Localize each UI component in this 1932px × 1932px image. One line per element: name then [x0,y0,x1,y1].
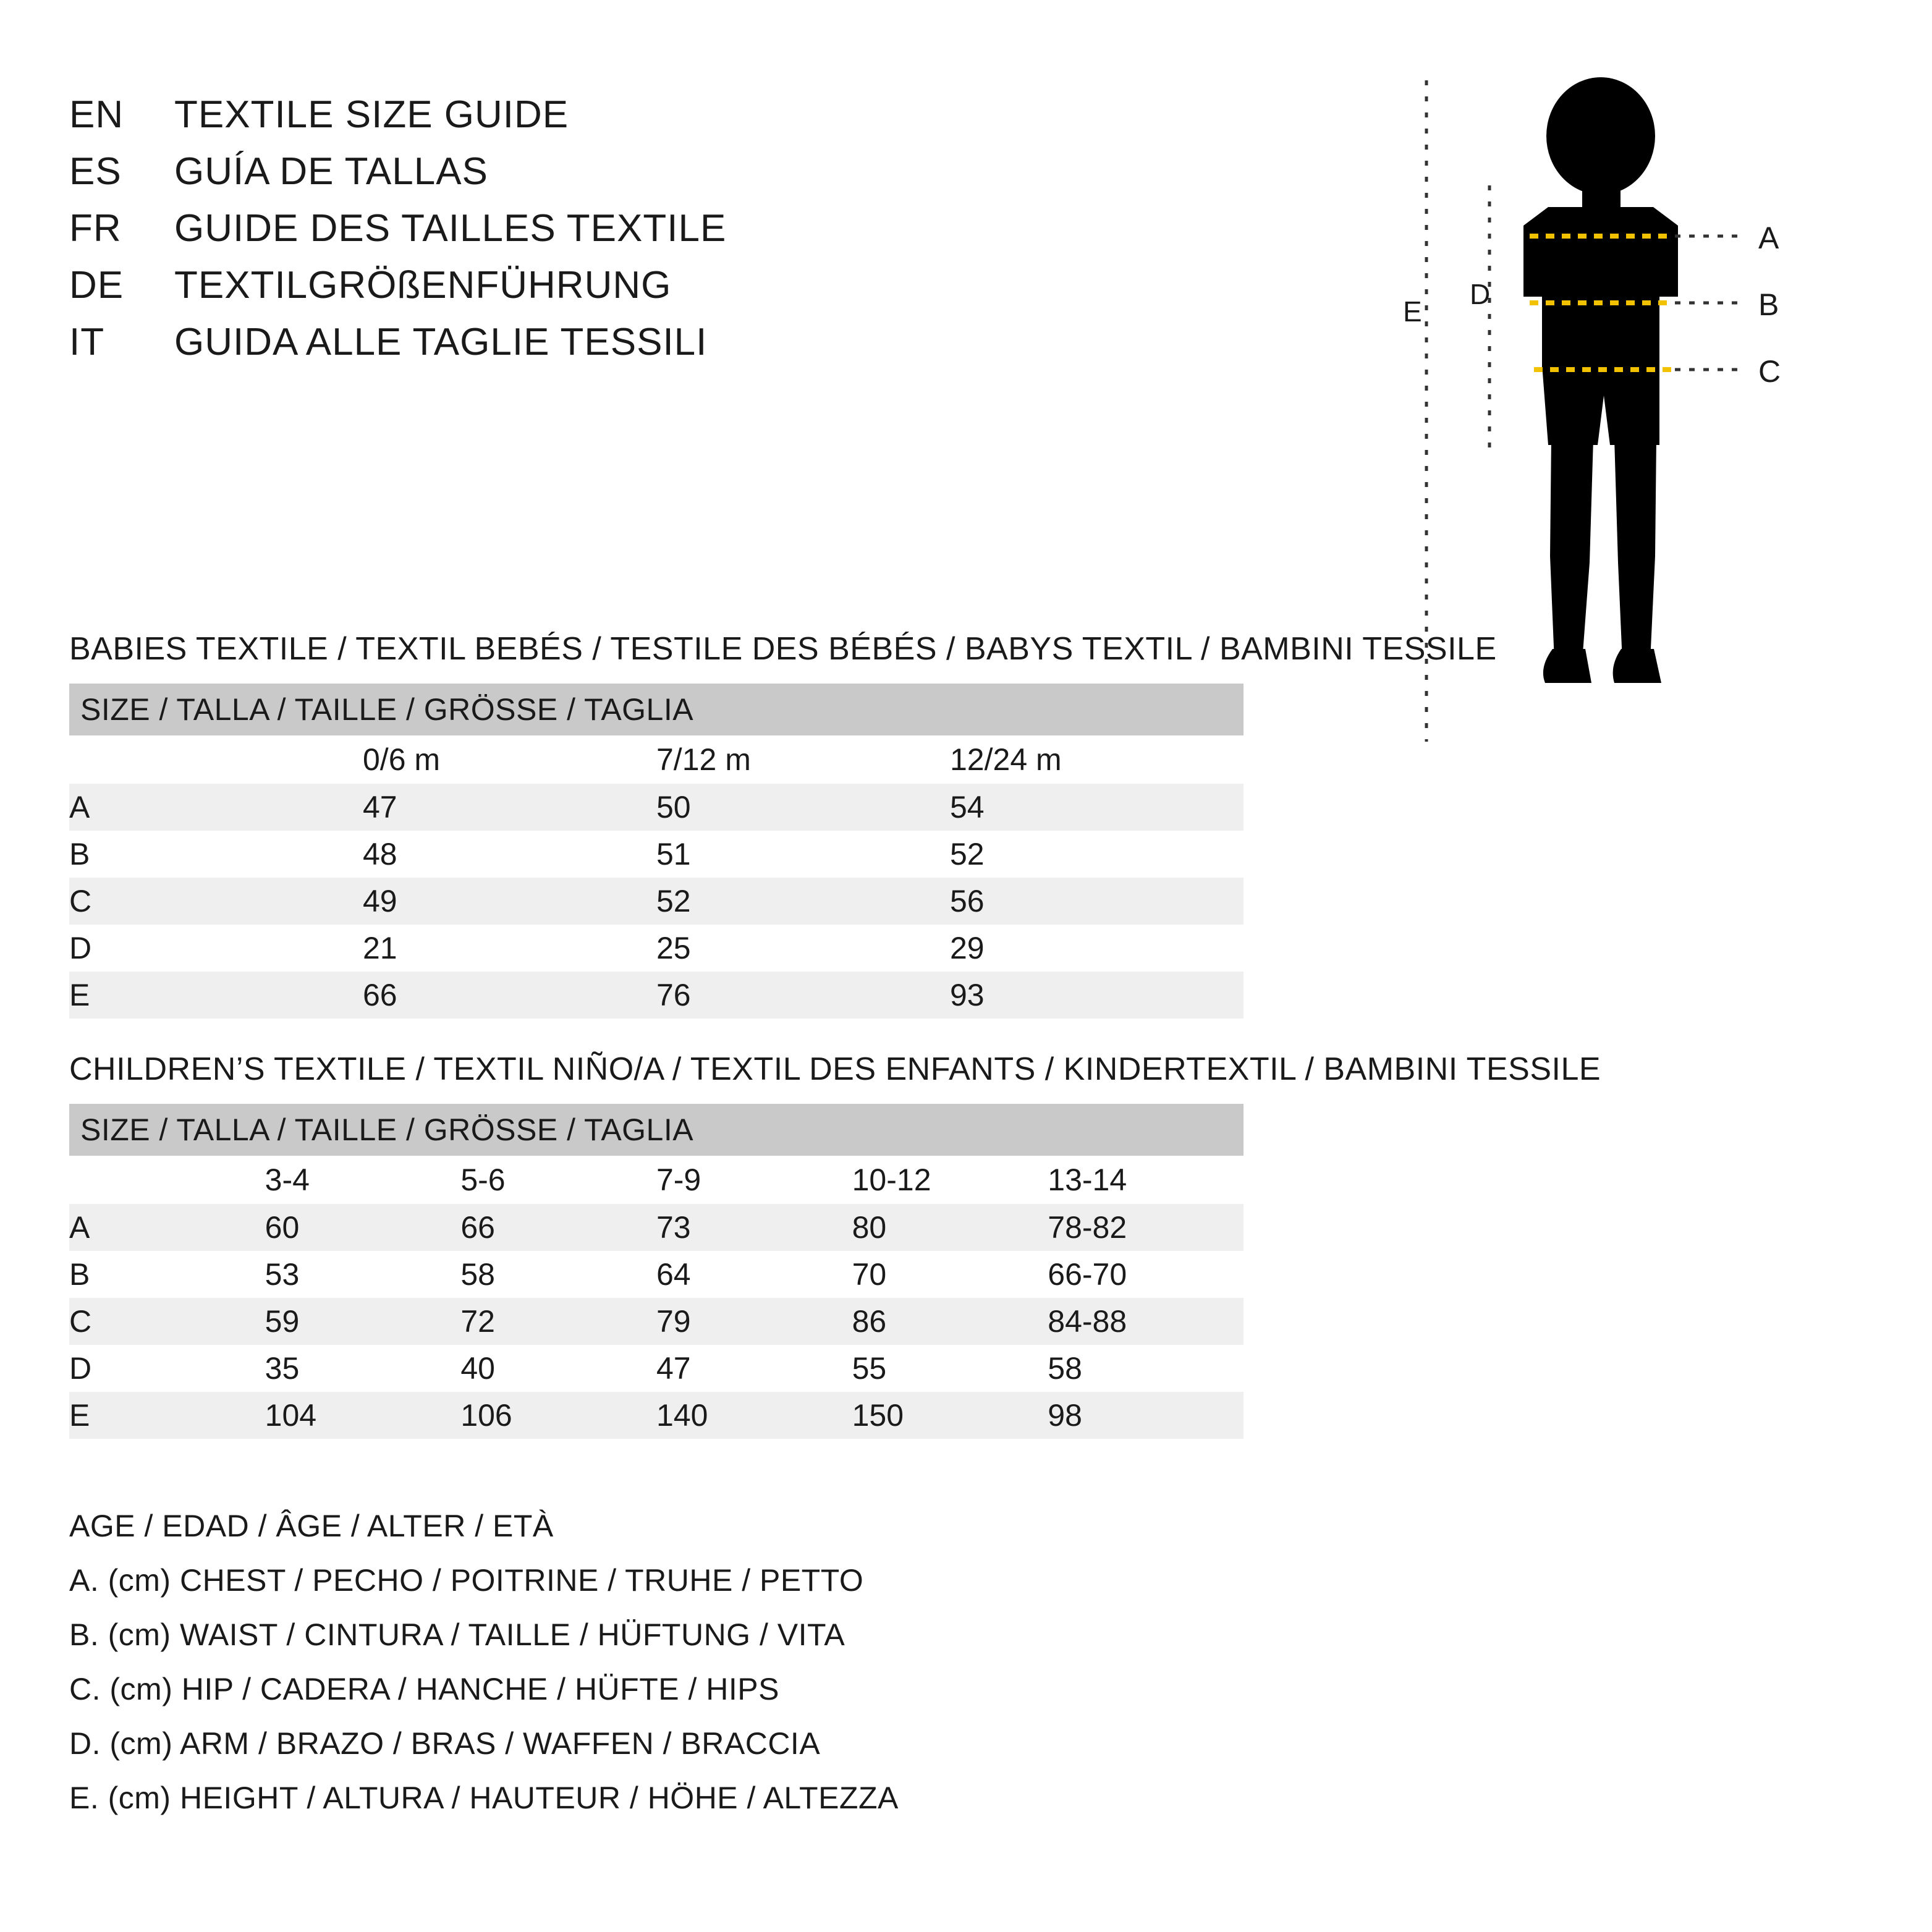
row-label: A [69,784,363,831]
children-section [69,1051,1601,1439]
cell-value: 64 [656,1251,852,1298]
babies-column-2: 12/24 m [950,735,1244,784]
cell-value: 106 [460,1392,656,1439]
language-title: GUÍA DE TALLAS [174,150,488,193]
cell-value: 55 [852,1345,1048,1392]
children-column-0: 3-4 [265,1156,461,1204]
table-columns-row [69,735,1244,784]
silhouette-head [1546,77,1655,195]
babies-table-header: SIZE / TALLA / TAILLE / GRÖSSE / TAGLIA [69,684,1244,735]
row-label: C [69,1298,265,1345]
cell-value: 70 [852,1251,1048,1298]
cell-value: 73 [656,1204,852,1251]
children-column-1: 5-6 [460,1156,656,1204]
cell-value: 25 [656,925,950,972]
cell-value: 58 [460,1251,656,1298]
table-row [69,831,1244,878]
language-title: TEXTILE SIZE GUIDE [174,93,569,136]
cell-value: 80 [852,1204,1048,1251]
cell-value: 60 [265,1204,461,1251]
table-row [69,1298,1244,1345]
cell-value: 86 [852,1298,1048,1345]
language-code: IT [69,321,105,363]
cell-value: 66 [363,972,656,1019]
legend-section [69,1508,1429,1834]
legend-item-waist: B. (cm) WAIST / CINTURA / TAILLE / HÜFTUNG / VITA [69,1617,845,1652]
cell-value: 52 [656,878,950,925]
cell-value: 76 [656,972,950,1019]
language-row [69,150,1244,206]
cell-value: 29 [950,925,1244,972]
language-row [69,206,1244,263]
table-row [69,925,1244,972]
babies-size-table [69,684,1244,1019]
silhouette-foot-left [1543,649,1591,683]
cell-value: 40 [460,1345,656,1392]
cell-value: 59 [265,1298,461,1345]
cell-value: 58 [1048,1345,1244,1392]
cell-value: 49 [363,878,656,925]
silhouette-neck [1582,182,1621,210]
language-title: GUIDA ALLE TAGLIE TESSILI [174,321,708,363]
silhouette-leg-right [1614,439,1656,661]
cell-value: 48 [363,831,656,878]
babies-column-1: 7/12 m [656,735,950,784]
children-column-2: 7-9 [656,1156,852,1204]
table-row [69,784,1244,831]
cell-value: 56 [950,878,1244,925]
language-code: FR [69,207,122,250]
figure-label-c: C [1758,354,1781,389]
table-columns-row [69,1156,1244,1204]
cell-value: 52 [950,831,1244,878]
row-label: C [69,878,363,925]
babies-section-title: BABIES TEXTILE / TEXTIL BEBÉS / TESTILE DES BÉBÉS / BABYS TEXTIL / BAMBINI TESSILE [69,631,1497,667]
cell-value: 47 [656,1345,852,1392]
table-row [69,878,1244,925]
row-label: B [69,1251,265,1298]
language-code: EN [69,93,124,136]
language-row [69,320,1244,377]
language-row [69,263,1244,320]
table-header-row [69,1104,1244,1156]
cell-value: 140 [656,1392,852,1439]
cell-value: 93 [950,972,1244,1019]
table-row [69,1345,1244,1392]
empty-corner-cell [69,735,363,784]
cell-value: 35 [265,1345,461,1392]
legend-title: AGE / EDAD / ÂGE / ALTER / ETÀ [69,1509,554,1543]
cell-value: 50 [656,784,950,831]
row-label: B [69,831,363,878]
cell-value: 84-88 [1048,1298,1244,1345]
table-row [69,1392,1244,1439]
figure-label-a: A [1758,221,1779,255]
legend-item-height: E. (cm) HEIGHT / ALTURA / HAUTEUR / HÖHE / ALTEZZA [69,1781,899,1815]
children-column-3: 10-12 [852,1156,1048,1204]
cell-value: 53 [265,1251,461,1298]
language-title-list [69,93,1244,377]
cell-value: 66-70 [1048,1251,1244,1298]
legend-item-chest: A. (cm) CHEST / PECHO / POITRINE / TRUHE / PETTO [69,1563,864,1598]
cell-value: 66 [460,1204,656,1251]
cell-value: 150 [852,1392,1048,1439]
children-size-table [69,1104,1244,1439]
legend-item-arm: D. (cm) ARM / BRAZO / BRAS / WAFFEN / BRACCIA [69,1726,821,1761]
language-code: DE [69,264,124,307]
cell-value: 72 [460,1298,656,1345]
figure-label-b: B [1758,287,1779,322]
row-label: D [69,925,363,972]
cell-value: 78-82 [1048,1204,1244,1251]
silhouette-shorts [1542,365,1659,445]
empty-corner-cell [69,1156,265,1204]
row-label: D [69,1345,265,1392]
babies-section [69,630,1497,1019]
language-title: GUIDE DES TAILLES TEXTILE [174,207,727,250]
row-label: E [69,972,363,1019]
language-title: TEXTILGRÖßENFÜHRUNG [174,264,672,307]
figure-label-e: E [1403,295,1422,328]
language-row [69,93,1244,150]
babies-column-0: 0/6 m [363,735,656,784]
legend-item-hip: C. (cm) HIP / CADERA / HANCHE / HÜFTE / HIPS [69,1672,779,1706]
row-label: A [69,1204,265,1251]
table-header-row [69,684,1244,735]
cell-value: 47 [363,784,656,831]
cell-value: 21 [363,925,656,972]
children-section-title: CHILDREN’S TEXTILE / TEXTIL NIÑO/A / TEXTIL DES ENFANTS / KINDERTEXTIL / BAMBINI TESSILE [69,1051,1601,1087]
figure-label-d: D [1470,278,1491,310]
children-column-4: 13-14 [1048,1156,1244,1204]
cell-value: 79 [656,1298,852,1345]
silhouette-foot-right [1613,649,1661,683]
silhouette-leg-left [1550,439,1593,661]
row-label: E [69,1392,265,1439]
silhouette-torso [1523,207,1678,371]
table-row [69,1204,1244,1251]
table-row [69,1251,1244,1298]
cell-value: 51 [656,831,950,878]
language-code: ES [69,150,122,193]
table-row [69,972,1244,1019]
cell-value: 98 [1048,1392,1244,1439]
cell-value: 104 [265,1392,461,1439]
children-table-header: SIZE / TALLA / TAILLE / GRÖSSE / TAGLIA [69,1104,1244,1156]
cell-value: 54 [950,784,1244,831]
